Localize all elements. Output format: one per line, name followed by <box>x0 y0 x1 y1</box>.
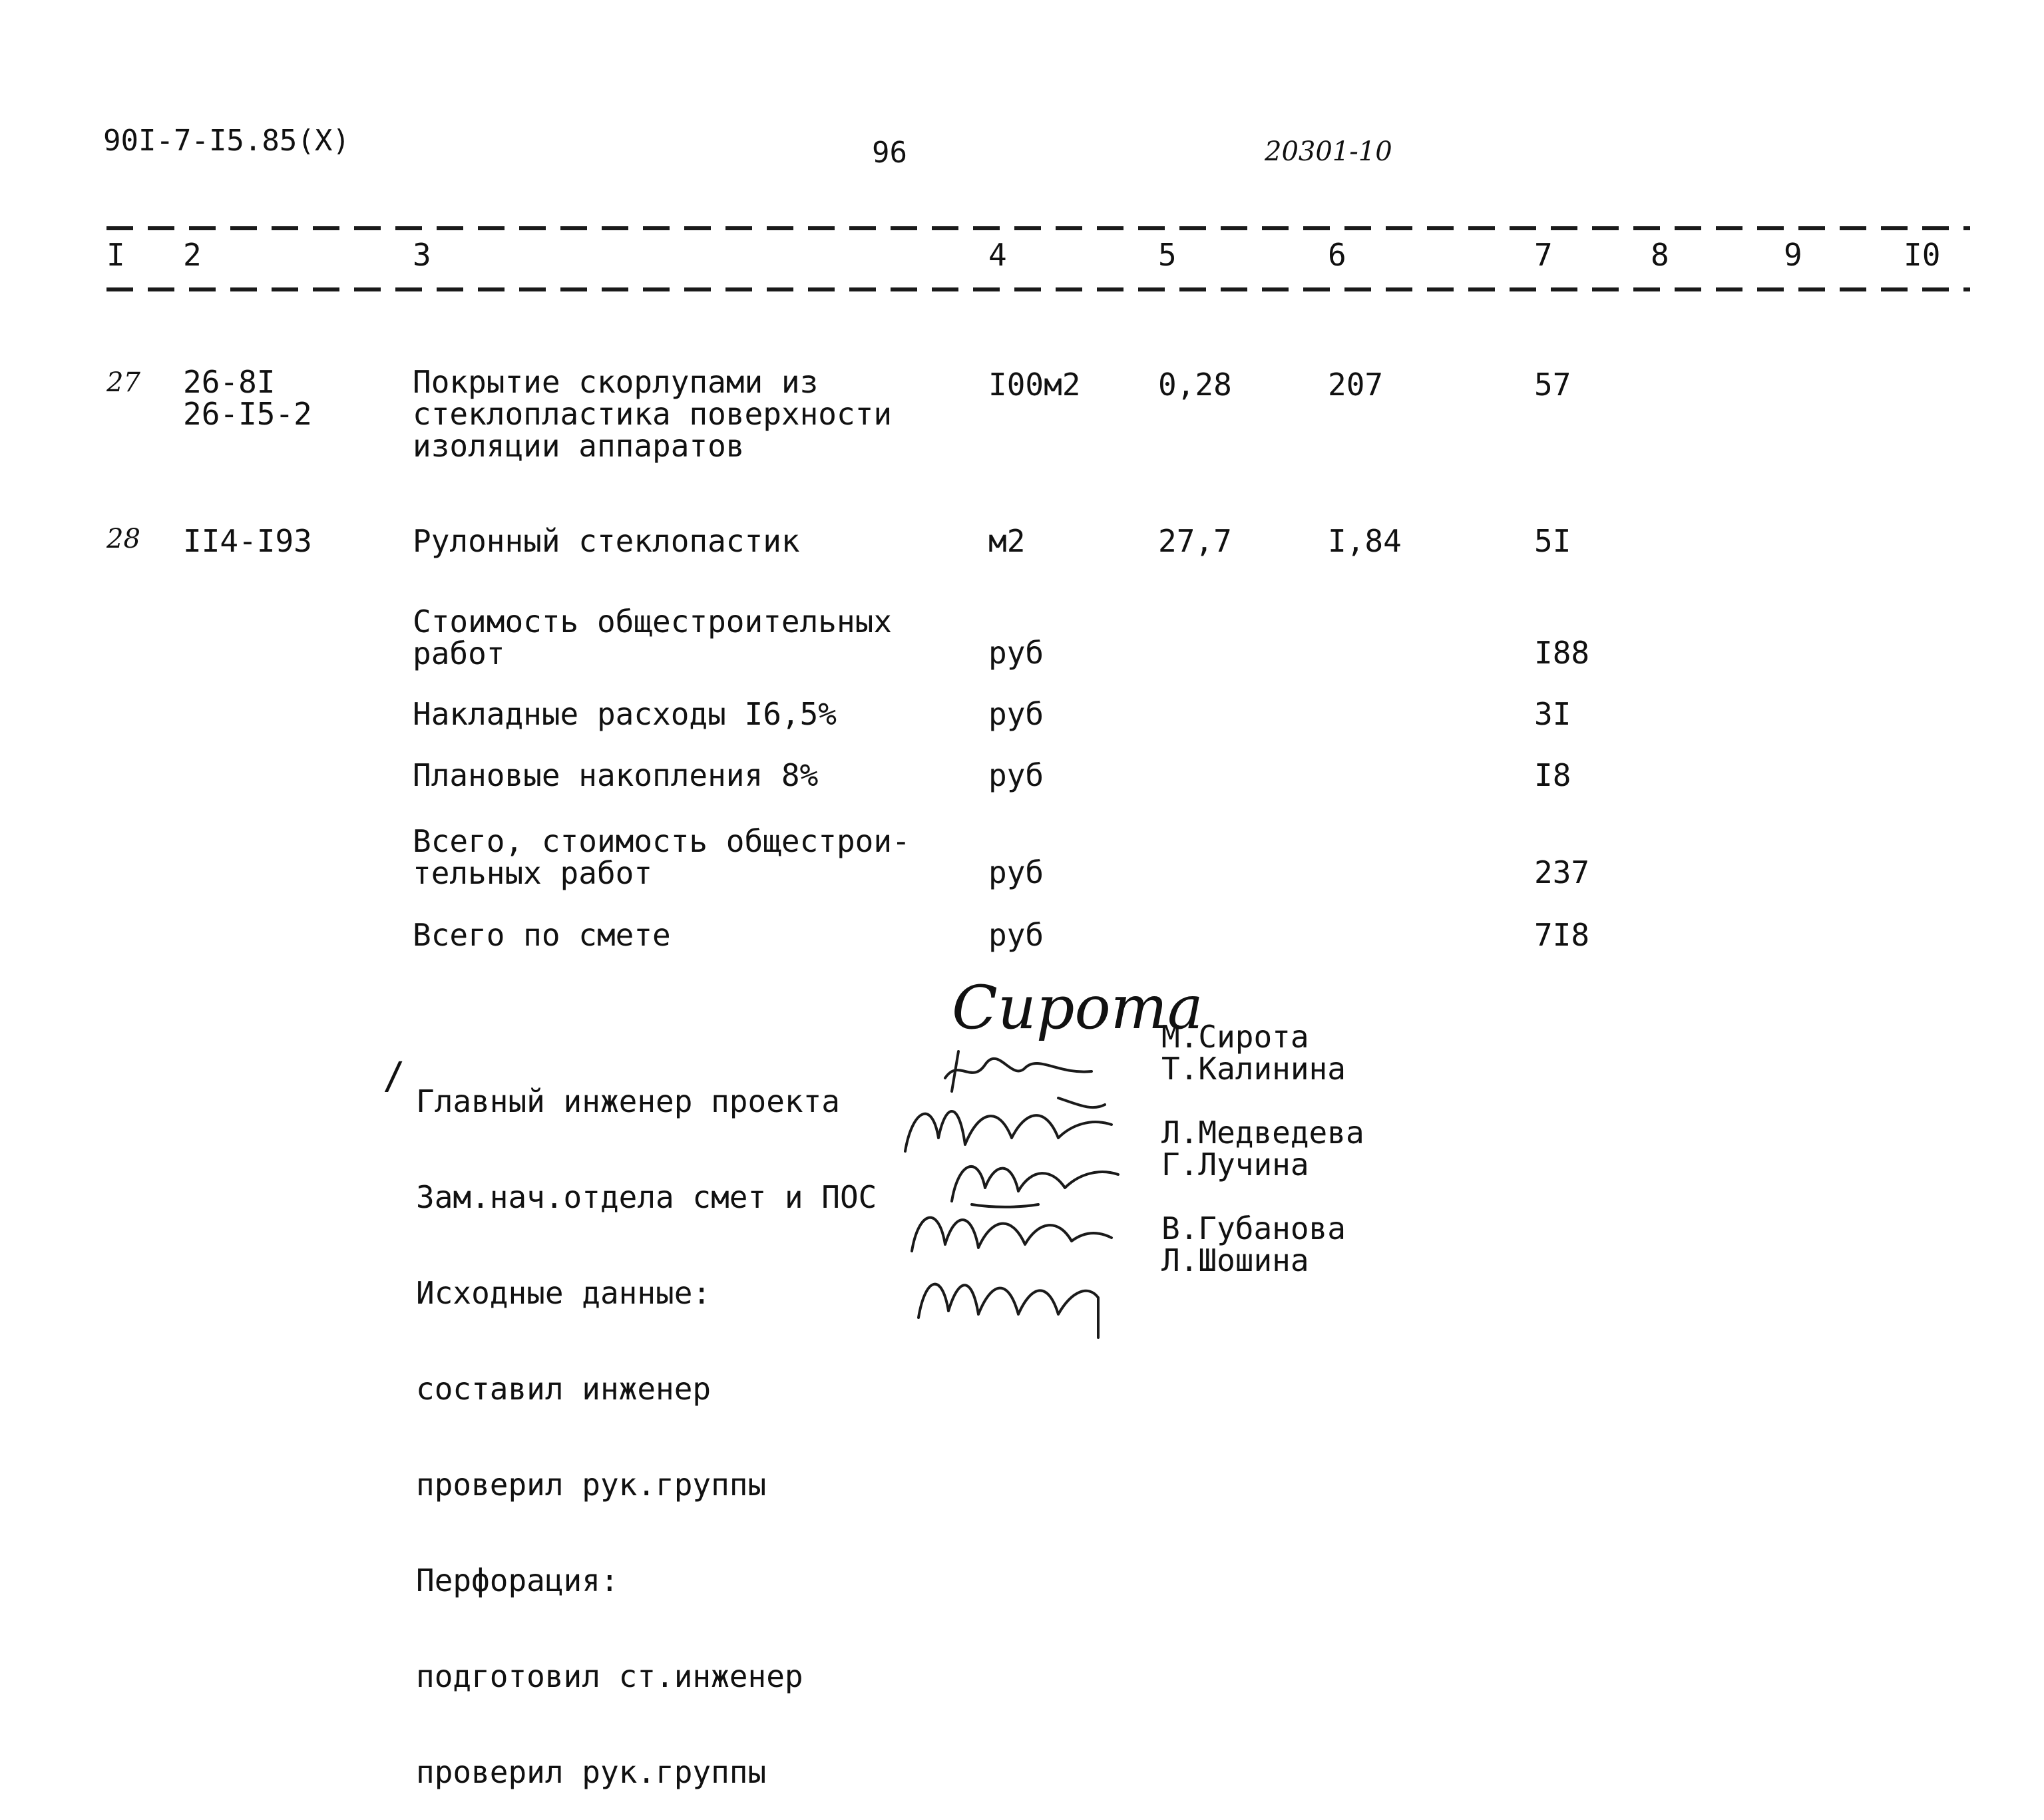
summary-label: Всего, стоимость общестрои- тельных работ <box>413 823 911 891</box>
summary-unit: руб <box>988 635 1044 671</box>
bottom-dashed-rule <box>106 287 1970 291</box>
role-line: Исходные данные: <box>416 1275 712 1311</box>
summary-total: 237 <box>1534 854 1590 890</box>
role-line: составил инженер <box>416 1371 712 1407</box>
row-quantity: 0,28 <box>1158 367 1232 403</box>
role-line: проверил рук.группы <box>416 1754 767 1790</box>
page-number: 96 <box>872 136 907 170</box>
signatory-name: В.Губанова <box>1161 1210 1346 1246</box>
column-header-4: 4 <box>988 237 1007 273</box>
summary-unit: руб <box>988 757 1044 793</box>
row-description: Покрытие скорлупами из стеклопластика поверхности изоляции аппаратов <box>413 364 893 464</box>
row-code: II4-I93 <box>183 523 312 559</box>
column-header-6: 6 <box>1328 237 1346 273</box>
approval-mark: / <box>383 1055 405 1098</box>
summary-label: Плановые накопления 8% <box>413 757 819 793</box>
role-line: Перфорация: <box>416 1562 619 1598</box>
summary-label: Всего по смете <box>413 917 671 953</box>
row-number: 27 <box>106 367 140 398</box>
summary-total: 7I8 <box>1534 917 1590 953</box>
document-code: 90I-7-I5.85(X) <box>103 124 350 158</box>
row-total: 57 <box>1534 367 1571 403</box>
signature-scribble <box>905 1251 1118 1344</box>
summary-label: Накладные расходы I6,5% <box>413 696 837 732</box>
column-header-8: 8 <box>1651 237 1669 273</box>
summary-unit: руб <box>988 917 1044 953</box>
row-number: 28 <box>106 524 140 554</box>
role-line: Главный инженер проекта <box>416 1083 840 1119</box>
summary-total: I88 <box>1534 635 1590 671</box>
row-quantity: 27,7 <box>1158 523 1232 559</box>
role-line: подготовил ст.инженер <box>416 1658 803 1694</box>
role-line: проверил рук.группы <box>416 1467 767 1503</box>
row-unit: м2 <box>988 523 1026 559</box>
signatory-name: Л.Медведева <box>1161 1115 1364 1151</box>
handwritten-reference: 20301-10 <box>1265 136 1392 167</box>
row-total: 5I <box>1534 523 1571 559</box>
top-dashed-rule <box>106 226 1970 230</box>
column-header-9: 9 <box>1784 237 1802 273</box>
handwritten-signature: Сирота <box>952 973 1203 1043</box>
summary-label: Стоимость общестроительных работ <box>413 604 893 671</box>
row-unit-price: I,84 <box>1328 523 1402 559</box>
row-description: Рулонный стеклопастик <box>413 523 800 559</box>
row-code: 26-8I 26-I5-2 <box>183 364 312 432</box>
summary-total: I8 <box>1534 757 1571 793</box>
role-line: Зам.нач.отдела смет и ПОС <box>416 1179 877 1215</box>
column-header-3: 3 <box>413 237 431 273</box>
column-header-1: I <box>106 237 125 273</box>
row-unit-price: 207 <box>1328 367 1384 403</box>
summary-total: 3I <box>1534 696 1571 732</box>
column-header-10: I0 <box>1904 237 1941 273</box>
column-header-2: 2 <box>183 237 202 273</box>
column-header-7: 7 <box>1534 237 1553 273</box>
row-unit: I00м2 <box>988 367 1081 403</box>
signatory-name: М.Сирота <box>1161 1019 1309 1055</box>
signature-roles <box>416 1021 877 1820</box>
column-header-5: 5 <box>1158 237 1177 273</box>
summary-unit: руб <box>988 696 1044 732</box>
signatory-name: Г.Лучина <box>1161 1147 1309 1183</box>
signatory-name: Л.Шошина <box>1161 1242 1309 1278</box>
summary-unit: руб <box>988 854 1044 890</box>
signatory-name: Т.Калинина <box>1161 1051 1346 1087</box>
